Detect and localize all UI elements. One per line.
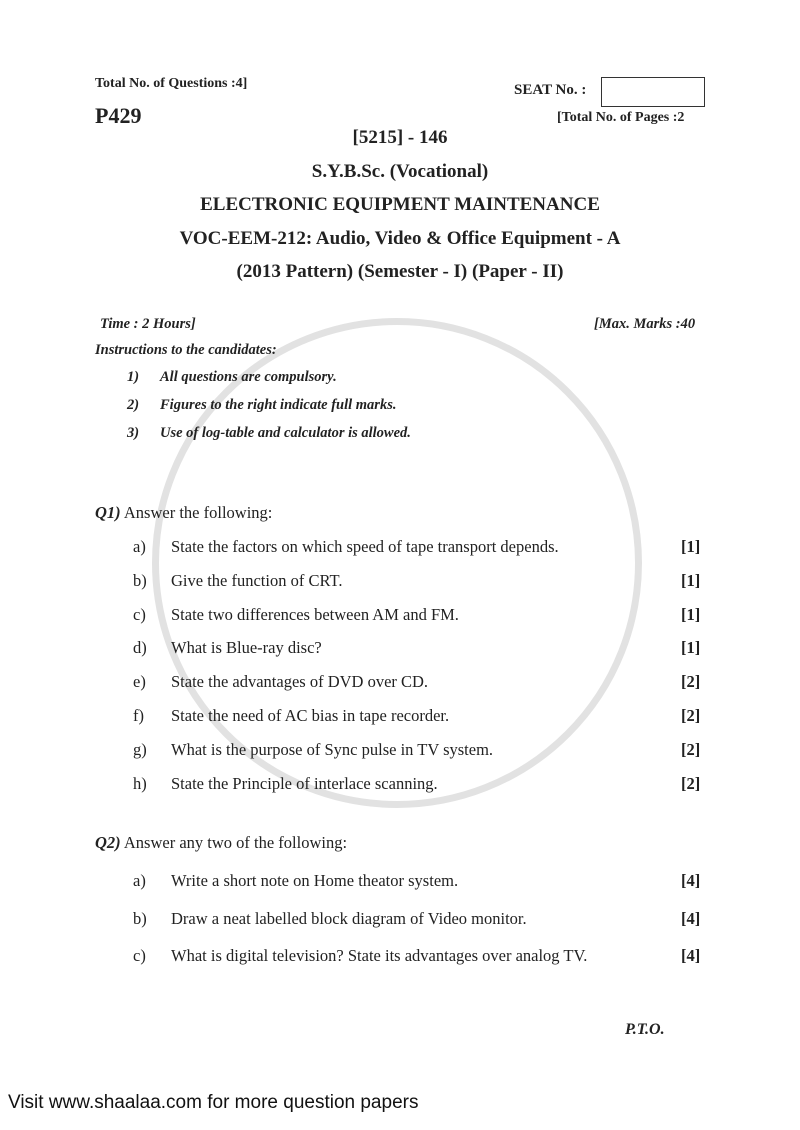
- question-text: Draw a neat labelled block diagram of Video monitor.: [171, 908, 527, 928]
- instruction-text: Figures to the right indicate full marks.: [160, 397, 397, 413]
- question-letter: a): [133, 537, 146, 556]
- question-text: Write a short note on Home theator system.: [171, 871, 459, 890]
- question-text: State the factors on which speed of tape transport depends.: [171, 537, 559, 556]
- paper-code: P429: [95, 103, 142, 128]
- question-letter: e): [133, 672, 146, 692]
- question-text: Give the function of CRT.: [171, 570, 343, 590]
- question-text: State the advantages of DVD over CD.: [171, 672, 429, 692]
- watermark-circle: [152, 318, 642, 808]
- subject: ELECTRONIC EQUIPMENT MAINTENANCE: [200, 194, 600, 215]
- q1-heading: [95, 503, 272, 523]
- exam-code: [5215] - 146: [352, 127, 448, 148]
- question-marks: [1]: [681, 604, 701, 624]
- q1-number: Q1): [95, 503, 121, 522]
- footer-text: Visit www.shaalaa.com for more question papers: [8, 1092, 419, 1113]
- instruction-number: 3): [127, 425, 140, 441]
- q2-heading: [95, 833, 347, 853]
- question-marks: [4]: [681, 871, 701, 890]
- instruction-text: Use of log-table and calculator is allowed.: [160, 425, 411, 441]
- q1-title: Answer the following:: [123, 503, 273, 522]
- question-letter: h): [133, 773, 147, 793]
- question-letter: c): [133, 946, 146, 965]
- pattern: (2013 Pattern) (Semester - I) (Paper - II): [236, 261, 564, 282]
- question-letter: b): [133, 908, 147, 928]
- question-marks: [1]: [681, 638, 701, 658]
- question-text: State the Principle of interlace scanning.: [171, 773, 438, 793]
- question-letter: b): [133, 570, 147, 590]
- question-text: State the need of AC bias in tape recorder.: [171, 706, 450, 725]
- q2-number: Q2): [95, 833, 121, 852]
- total-questions: Total No. of Questions :4]: [95, 76, 248, 91]
- question-marks: [2]: [681, 672, 701, 692]
- question-letter: c): [133, 604, 146, 624]
- seat-label: SEAT No. :: [514, 82, 587, 98]
- instruction-number: 1): [127, 369, 140, 385]
- instruction-text: All questions are compulsory.: [160, 369, 337, 385]
- instructions-title: Instructions to the candidates:: [95, 342, 277, 358]
- seat-number-box: [601, 77, 705, 107]
- question-letter: a): [133, 871, 146, 890]
- question-marks: [2]: [681, 739, 701, 759]
- question-marks: [2]: [681, 706, 701, 725]
- question-text: What is digital television? State its advantages over analog TV.: [171, 946, 588, 965]
- instruction-number: 2): [127, 397, 140, 413]
- question-letter: g): [133, 739, 147, 759]
- question-text: What is Blue-ray disc?: [171, 638, 322, 658]
- pto: P.T.O.: [625, 1021, 665, 1038]
- max-marks: [Max. Marks :40: [594, 316, 696, 332]
- question-marks: [4]: [681, 908, 701, 928]
- paper-title: VOC-EEM-212: Audio, Video & Office Equipment - A: [179, 228, 621, 249]
- question-letter: d): [133, 638, 147, 658]
- course: S.Y.B.Sc. (Vocational): [311, 161, 489, 182]
- question-marks: [4]: [681, 946, 701, 965]
- q2-title: Answer any two of the following:: [123, 833, 348, 852]
- question-marks: [1]: [681, 570, 701, 590]
- question-marks: [1]: [681, 537, 701, 556]
- total-pages: [Total No. of Pages :2: [557, 110, 685, 125]
- question-text: What is the purpose of Sync pulse in TV system.: [171, 739, 494, 759]
- question-text: State two differences between AM and FM.: [171, 604, 459, 624]
- question-marks: [2]: [681, 773, 701, 793]
- question-letter: f): [133, 706, 144, 725]
- time: Time : 2 Hours]: [100, 316, 196, 332]
